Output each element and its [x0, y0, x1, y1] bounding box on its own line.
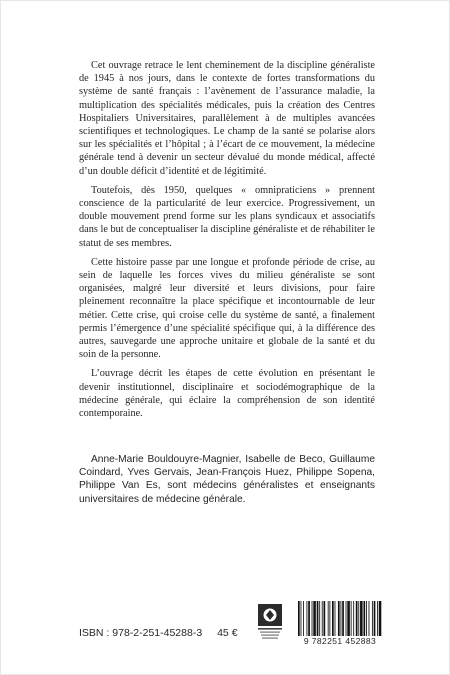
cover-footer [79, 601, 399, 651]
barcode-bar [322, 601, 323, 637]
barcode-bars [297, 601, 383, 637]
blurb [79, 59, 375, 420]
barcode [297, 601, 383, 647]
barcode-bar [353, 601, 354, 637]
barcode-bar [346, 601, 347, 637]
barcode-bar [303, 601, 304, 637]
barcode-bar [308, 601, 310, 637]
barcode-bar [313, 601, 316, 637]
barcode-bar [369, 601, 370, 637]
barcode-bar [351, 601, 352, 637]
barcode-bar [328, 601, 329, 637]
author-bio: Anne-Marie Bouldouyre-Magnier, Isabelle de Beco, Guillaume Coindard, Yves Gervais, Jean-François Huez, Philippe Sopena, Philippe Van Es, sont médecins généralistes et enseignants universitaires de médecine générale. [79, 454, 375, 505]
blurb-paragraph-2: Toutefois, dès 1950, quelques « omnipraticiens » prennent conscience de la particularité de leur exercice. Progressivement, un double mouvement prend forme sur les plans syndicaux et associatifs dans le but de conceptualiser la discipline généraliste et de réhabiliter le statut de ses membres. [79, 184, 375, 249]
price: 45 € [217, 627, 238, 639]
publisher-logo-icon [255, 603, 285, 641]
barcode-bar [360, 601, 363, 637]
barcode-bar [324, 601, 326, 637]
barcode-digits: 9 782251 452883 [297, 636, 383, 646]
barcode-bar [347, 601, 350, 637]
barcode-bar [298, 601, 300, 637]
barcode-bar [342, 601, 344, 637]
barcode-bar [358, 601, 359, 637]
barcode-bar [301, 601, 302, 637]
barcode-bar [377, 601, 378, 637]
barcode-bar [374, 601, 376, 637]
barcode-bar [332, 601, 334, 637]
barcode-bar [356, 601, 358, 637]
barcode-bar [338, 601, 340, 637]
blurb-paragraph-4: L’ouvrage décrit les étapes de cette évolution en présentant le devenir institutionnel, disciplinaire et sociodémographique de la médecine générale, qui éclaire la compréhension de son identité contemporaine. [79, 368, 375, 420]
barcode-bar [363, 601, 365, 637]
isbn-line [79, 627, 238, 639]
barcode-bar [317, 601, 319, 637]
barcode-bar [312, 601, 313, 637]
isbn: ISBN : 978-2-251-45288-3 [79, 627, 203, 639]
barcode-bar [329, 601, 330, 637]
blurb-paragraph-3: Cette histoire passe par une longue et profonde période de crise, au sein de laquelle les forces vives du milieu généraliste se sont organisées, malgré leur diversité et leurs divisions, pour faire pleinement reconnaître la place spécifique et incontournable de leur métier. Cette crise, qui croise celle du système de santé, a finalement permis l’émergence d’une spécialité spécifique qui, à la différence des autres, sauvegarde une approche unitaire et globale de la santé et du soin de la personne. [79, 256, 375, 361]
barcode-bar [307, 601, 308, 637]
barcode-bar [319, 601, 320, 637]
barcode-bar [379, 601, 382, 637]
barcode-bar [335, 601, 336, 637]
barcode-bar [372, 601, 373, 637]
blurb-paragraph-1: Cet ouvrage retrace le lent cheminement de la discipline généraliste de 1945 à nos jours, dans le contexte de fortes transformations du système de santé français : l’avènement de l’assurance maladie, la multiplication des spécialités médicales, puis la création des Centres Hospitaliers Universitaires, parallèlement à de multiples avancées scientifiques et technologiques. Le champ de la santé se polarise alors sur les spécialités et l’hôpital ; à l’écart de ce mouvement, la médecine générale tend à devenir un secteur dévalué du monde médical, affecté d’un double déficit d’identité et de légitimité. [79, 60, 375, 177]
barcode-bar [366, 601, 367, 637]
barcode-bar [341, 601, 342, 637]
